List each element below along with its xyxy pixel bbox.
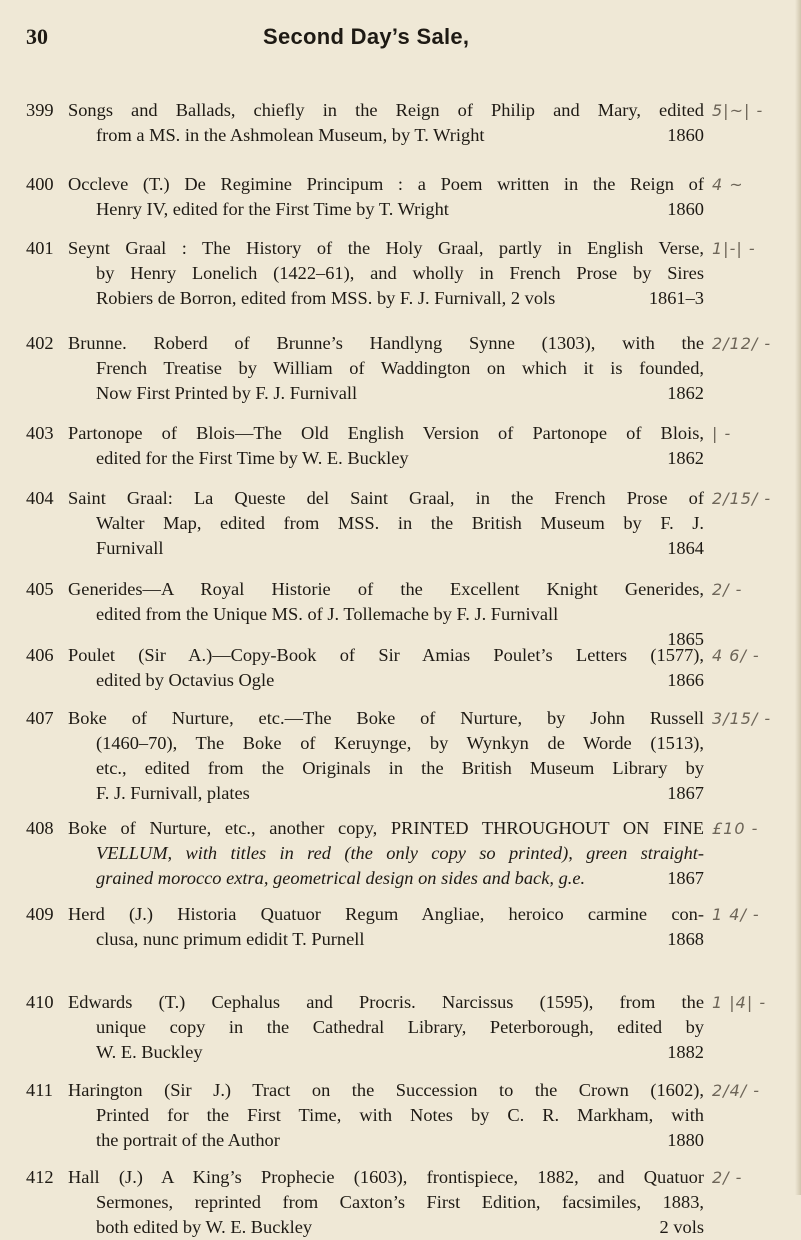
- lot-line: Henry IV, edited for the First Time by T. Wright 1860: [68, 197, 704, 222]
- handwritten-price: 2/ -: [712, 1168, 743, 1187]
- lot-line: Poulet (Sir A.)—Copy-Book of Sir Amias Poulet’s Letters (1577),: [68, 645, 704, 665]
- lot-number: 406: [26, 645, 54, 665]
- page-title: Second Day’s Sale,: [263, 24, 470, 49]
- lot-number: 412: [26, 1167, 54, 1187]
- lot-description: [68, 816, 704, 891]
- lot-line: Harington (Sir J.) Tract on the Succession to the Crown (1602),: [68, 1080, 704, 1100]
- lot-year: 1866: [667, 670, 704, 690]
- lot-line: clusa, nunc primum edidit T. Purnell 1868: [68, 927, 704, 952]
- lot-description: [68, 990, 704, 1065]
- lot-line: Seynt Graal : The History of the Holy Graal, partly in English Verse,: [68, 238, 704, 258]
- lot-line: grained morocco extra, geometrical design on sides and back, g.e. 1867: [68, 866, 704, 891]
- handwritten-price: 5|~| -: [712, 101, 764, 120]
- lot-line: from a MS. in the Ashmolean Museum, by T. Wright 1860: [68, 123, 704, 148]
- handwritten-price: 1 |4| -: [712, 993, 767, 1012]
- lot-description: [68, 236, 704, 311]
- lot-description: [68, 643, 704, 693]
- lot-description: [68, 421, 704, 471]
- lot-line: Partonope of Blois—The Old English Version of Partonope of Blois,: [68, 423, 704, 443]
- handwritten-price: 1 4/ -: [712, 905, 760, 924]
- lot-line: Sermones, reprinted from Caxton’s First Edition, facsimiles, 1883,: [96, 1192, 704, 1212]
- handwritten-price: 4 ~: [712, 175, 744, 194]
- lot-year: 2 vols: [659, 1217, 704, 1237]
- lot-year: 1864: [667, 538, 704, 558]
- handwritten-price: £10 -: [712, 819, 759, 838]
- lot-description: [68, 902, 704, 952]
- lot-line: unique copy in the Cathedral Library, Peterborough, edited by: [96, 1017, 704, 1037]
- lot-number: 401: [26, 238, 54, 258]
- lot-year: 1860: [667, 199, 704, 219]
- lot-line: by Henry Lonelich (1422–61), and wholly in French Prose by Sires: [96, 263, 704, 283]
- lot-description: [68, 706, 704, 806]
- lot-line: Occleve (T.) De Regimine Principum : a Poem written in the Reign of: [68, 174, 704, 194]
- lot-number: 405: [26, 579, 54, 599]
- handwritten-price: 1|-| -: [712, 239, 756, 258]
- lot-line: Printed for the First Time, with Notes by C. R. Markham, with: [96, 1105, 704, 1125]
- lot-line: Hall (J.) A King’s Prophecie (1603), frontispiece, 1882, and Quatuor: [68, 1167, 704, 1187]
- lot-year: 1862: [667, 448, 704, 468]
- lot-year: 1868: [667, 929, 704, 949]
- handwritten-price: 2/15/ -: [712, 489, 772, 508]
- lot-number: 410: [26, 992, 54, 1012]
- lot-year: 1865: [667, 629, 704, 649]
- lot-line: both edited by W. E. Buckley 2 vols: [68, 1215, 704, 1240]
- lot-year: 1861–3: [648, 288, 704, 308]
- lot-description: [68, 577, 704, 652]
- lot-description: [68, 1165, 704, 1240]
- lot-line: Herd (J.) Historia Quatuor Regum Angliae, heroico carmine con-: [68, 904, 704, 924]
- lot-year: 1862: [667, 383, 704, 403]
- lot-line: edited from the Unique MS. of J. Tollemache by F. J. Furnivall: [96, 604, 559, 624]
- lot-line: VELLUM, with titles in red (the only copy so printed), green straight-: [96, 843, 704, 863]
- lot-number: 407: [26, 708, 54, 728]
- lot-line: Boke of Nurture, etc., another copy, PRINTED THROUGHOUT ON FINE: [68, 818, 704, 838]
- page-header: [0, 24, 801, 54]
- handwritten-price: 2/4/ -: [712, 1081, 760, 1100]
- handwritten-price: 3/15/ -: [712, 709, 772, 728]
- lot-year: 1860: [667, 125, 704, 145]
- lot-description: [68, 98, 704, 148]
- lot-line: W. E. Buckley 1882: [68, 1040, 704, 1065]
- handwritten-price: 2/ -: [712, 580, 743, 599]
- lot-description: [68, 331, 704, 406]
- lot-year: 1867: [667, 868, 704, 888]
- lot-line: French Treatise by William of Waddington on which it is founded,: [96, 358, 704, 378]
- lot-number: 400: [26, 174, 54, 194]
- lot-number: 408: [26, 818, 54, 838]
- lot-number: 403: [26, 423, 54, 443]
- lot-year: 1867: [667, 783, 704, 803]
- lot-line: edited for the First Time by W. E. Buckley 1862: [68, 446, 704, 471]
- lot-number: 409: [26, 904, 54, 924]
- handwritten-price: 4 6/ -: [712, 646, 760, 665]
- lot-line: edited by Octavius Ogle 1866: [68, 668, 704, 693]
- lot-line: Generides—A Royal Historie of the Excellent Knight Generides,: [68, 579, 704, 599]
- lot-line: Brunne. Roberd of Brunne’s Handlyng Synne (1303), with the: [68, 333, 704, 353]
- lot-description: [68, 486, 704, 561]
- lot-line: Walter Map, edited from MSS. in the British Museum by F. J.: [96, 513, 704, 533]
- lot-line: Now First Printed by F. J. Furnivall 1862: [68, 381, 704, 406]
- lot-year: 1880: [667, 1130, 704, 1150]
- lot-number: 399: [26, 100, 54, 120]
- handwritten-price: | -: [712, 424, 732, 443]
- lot-number: 411: [26, 1080, 53, 1100]
- lot-line: Robiers de Borron, edited from MSS. by F. J. Furnivall, 2 vols 1861–3: [68, 286, 704, 311]
- lot-line: F. J. Furnivall, plates 1867: [68, 781, 704, 806]
- lot-year: 1882: [667, 1042, 704, 1062]
- lot-number: 402: [26, 333, 54, 353]
- handwritten-price: 2/12/ -: [712, 334, 772, 353]
- lot-line: etc., edited from the Originals in the British Museum Library by: [96, 758, 704, 778]
- lot-line: Furnivall 1864: [68, 536, 704, 561]
- lot-line: Edwards (T.) Cephalus and Procris. Narcissus (1595), from the: [68, 992, 704, 1012]
- page-number: 30: [26, 24, 48, 49]
- lot-description: [68, 172, 704, 222]
- lot-line: (1460–70), The Boke of Keruynge, by Wynkyn de Worde (1513),: [96, 733, 704, 753]
- lot-line: Songs and Ballads, chiefly in the Reign of Philip and Mary, edited: [68, 100, 704, 120]
- lot-line: Boke of Nurture, etc.—The Boke of Nurture, by John Russell: [68, 708, 704, 728]
- lot-description: [68, 1078, 704, 1153]
- lot-line: Saint Graal: La Queste del Saint Graal, in the French Prose of: [68, 488, 704, 508]
- page-edge-shadow: [795, 0, 801, 1195]
- lot-line: the portrait of the Author 1880: [68, 1128, 704, 1153]
- lot-number: 404: [26, 488, 54, 508]
